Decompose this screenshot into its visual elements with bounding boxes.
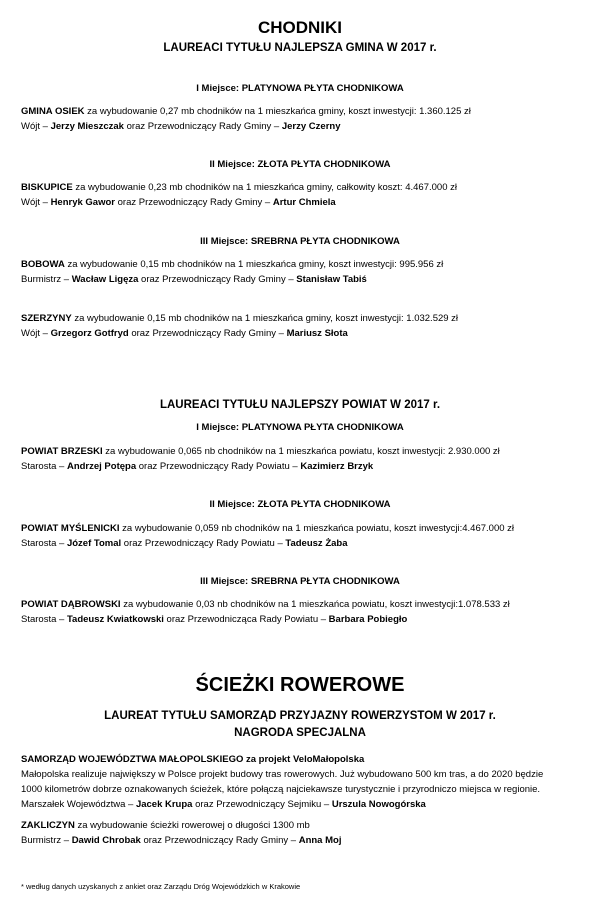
section-subtitle-rowerzystom: LAUREAT TYTUŁU SAMORZĄD PRZYJAZNY ROWERZYSTOM W 2017 r. bbox=[104, 710, 496, 722]
section-title-chodniki: CHODNIKI bbox=[257, 18, 343, 37]
entry-officials-3: Burmistrz – Wacław Ligęza oraz Przewodniczący Rady Gminy – Stanisław Tabiś bbox=[21, 274, 367, 285]
entry-line-2: BISKUPICE za wybudowanie 0,23 mb chodników na 1 mieszkańca gminy, całkowity koszt: 4.467.000 zł bbox=[21, 182, 457, 193]
place-heading-1: I Miejsce: PLATYNOWA PŁYTA CHODNIKOWA bbox=[196, 83, 404, 94]
entry-line-3: BOBOWA za wybudowanie 0,15 mb chodników na 1 mieszkańca gminy, koszt inwestycji: 995.956 zł bbox=[21, 259, 444, 270]
special-entry-desc-2: 1000 kilometrów dobrze oznakowanych ścieżek, które połączą najciekawsze turystycznie i przyrodniczo miejsca w regionie. bbox=[21, 784, 541, 795]
zakliczyn-entry-line: ZAKLICZYN za wybudowanie ścieżki rowerowej o długości 1300 mb bbox=[21, 820, 310, 831]
special-entry-officials: Marszałek Województwa – Jacek Krupa oraz Przewodniczący Sejmiku – Urszula Nowogórska bbox=[21, 799, 426, 810]
powiat-entry-officials-3: Starosta – Tadeusz Kwiatkowski oraz Przewodnicząca Rady Powiatu – Barbara Pobiegło bbox=[21, 614, 408, 625]
entry-officials-2: Wójt – Henryk Gawor oraz Przewodniczący Rady Gminy – Artur Chmiela bbox=[21, 197, 336, 208]
powiat-entry-line-1: POWIAT BRZESKI za wybudowanie 0,065 nb chodników na 1 mieszkańca powiatu, koszt inwestycji: 2.930.000 zł bbox=[21, 446, 500, 457]
powiat-entry-line-3: POWIAT DĄBROWSKI za wybudowanie 0,03 nb chodników na 1 mieszkańca powiatu, koszt inwestycji:1.078.533 zł bbox=[21, 599, 510, 610]
powiat-place-heading-2: II Miejsce: ZŁOTA PŁYTA CHODNIKOWA bbox=[209, 499, 391, 510]
section-subtitle-gmina: LAUREACI TYTUŁU NAJLEPSZA GMINA W 2017 r. bbox=[163, 42, 437, 54]
footnote: * według danych uzyskanych z ankiet oraz Zarządu Dróg Wojewódzkich w Krakowie bbox=[21, 882, 301, 891]
place-heading-3: III Miejsce: SREBRNA PŁYTA CHODNIKOWA bbox=[200, 236, 400, 247]
special-entry-name: SAMORZĄD WOJEWÓDZTWA MAŁOPOLSKIEGO za projekt VeloMałopolska bbox=[21, 754, 365, 765]
powiat-place-heading-3: III Miejsce: SREBRNA PŁYTA CHODNIKOWA bbox=[200, 576, 400, 587]
entry-officials-1: Wójt – Jerzy Mieszczak oraz Przewodniczący Rady Gminy – Jerzy Czerny bbox=[21, 121, 341, 132]
powiat-entry-officials-1: Starosta – Andrzej Potępa oraz Przewodniczący Rady Powiatu – Kazimierz Brzyk bbox=[21, 461, 374, 472]
section-subtitle-powiat: LAUREACI TYTUŁU NAJLEPSZY POWIAT W 2017 r. bbox=[159, 399, 441, 411]
powiat-entry-officials-2: Starosta – Józef Tomal oraz Przewodniczący Rady Powiatu – Tadeusz Żaba bbox=[21, 538, 348, 549]
section-subtitle-nagroda: NAGRODA SPECJALNA bbox=[234, 727, 366, 739]
section-title-sciezki: ŚCIEŻKI ROWEROWE bbox=[195, 674, 405, 696]
entry-line-4: SZERZYNY za wybudowanie 0,15 mb chodników na 1 mieszkańca gminy, koszt inwestycji: 1.032.529 zł bbox=[21, 313, 459, 324]
special-entry-desc-1: Małopolska realizuje największy w Polsce projekt budowy tras rowerowych. Już wybudowano 500 km tras, a do 2020 będzie bbox=[21, 769, 544, 780]
powiat-entry-line-2: POWIAT MYŚLENICKI za wybudowanie 0,059 nb chodników na 1 mieszkańca powiatu, koszt inwestycji:4.467.000 zł bbox=[21, 523, 515, 534]
place-heading-2: II Miejsce: ZŁOTA PŁYTA CHODNIKOWA bbox=[209, 159, 391, 170]
entry-line-1: GMINA OSIEK za wybudowanie 0,27 mb chodników na 1 mieszkańca gminy, koszt inwestycji: 1.360.125 zł bbox=[21, 106, 471, 117]
powiat-place-heading-1: I Miejsce: PLATYNOWA PŁYTA CHODNIKOWA bbox=[196, 422, 404, 433]
zakliczyn-entry-officials: Burmistrz – Dawid Chrobak oraz Przewodniczący Rady Gminy – Anna Moj bbox=[21, 835, 342, 846]
entry-officials-4: Wójt – Grzegorz Gotfryd oraz Przewodniczący Rady Gminy – Mariusz Słota bbox=[21, 328, 348, 339]
